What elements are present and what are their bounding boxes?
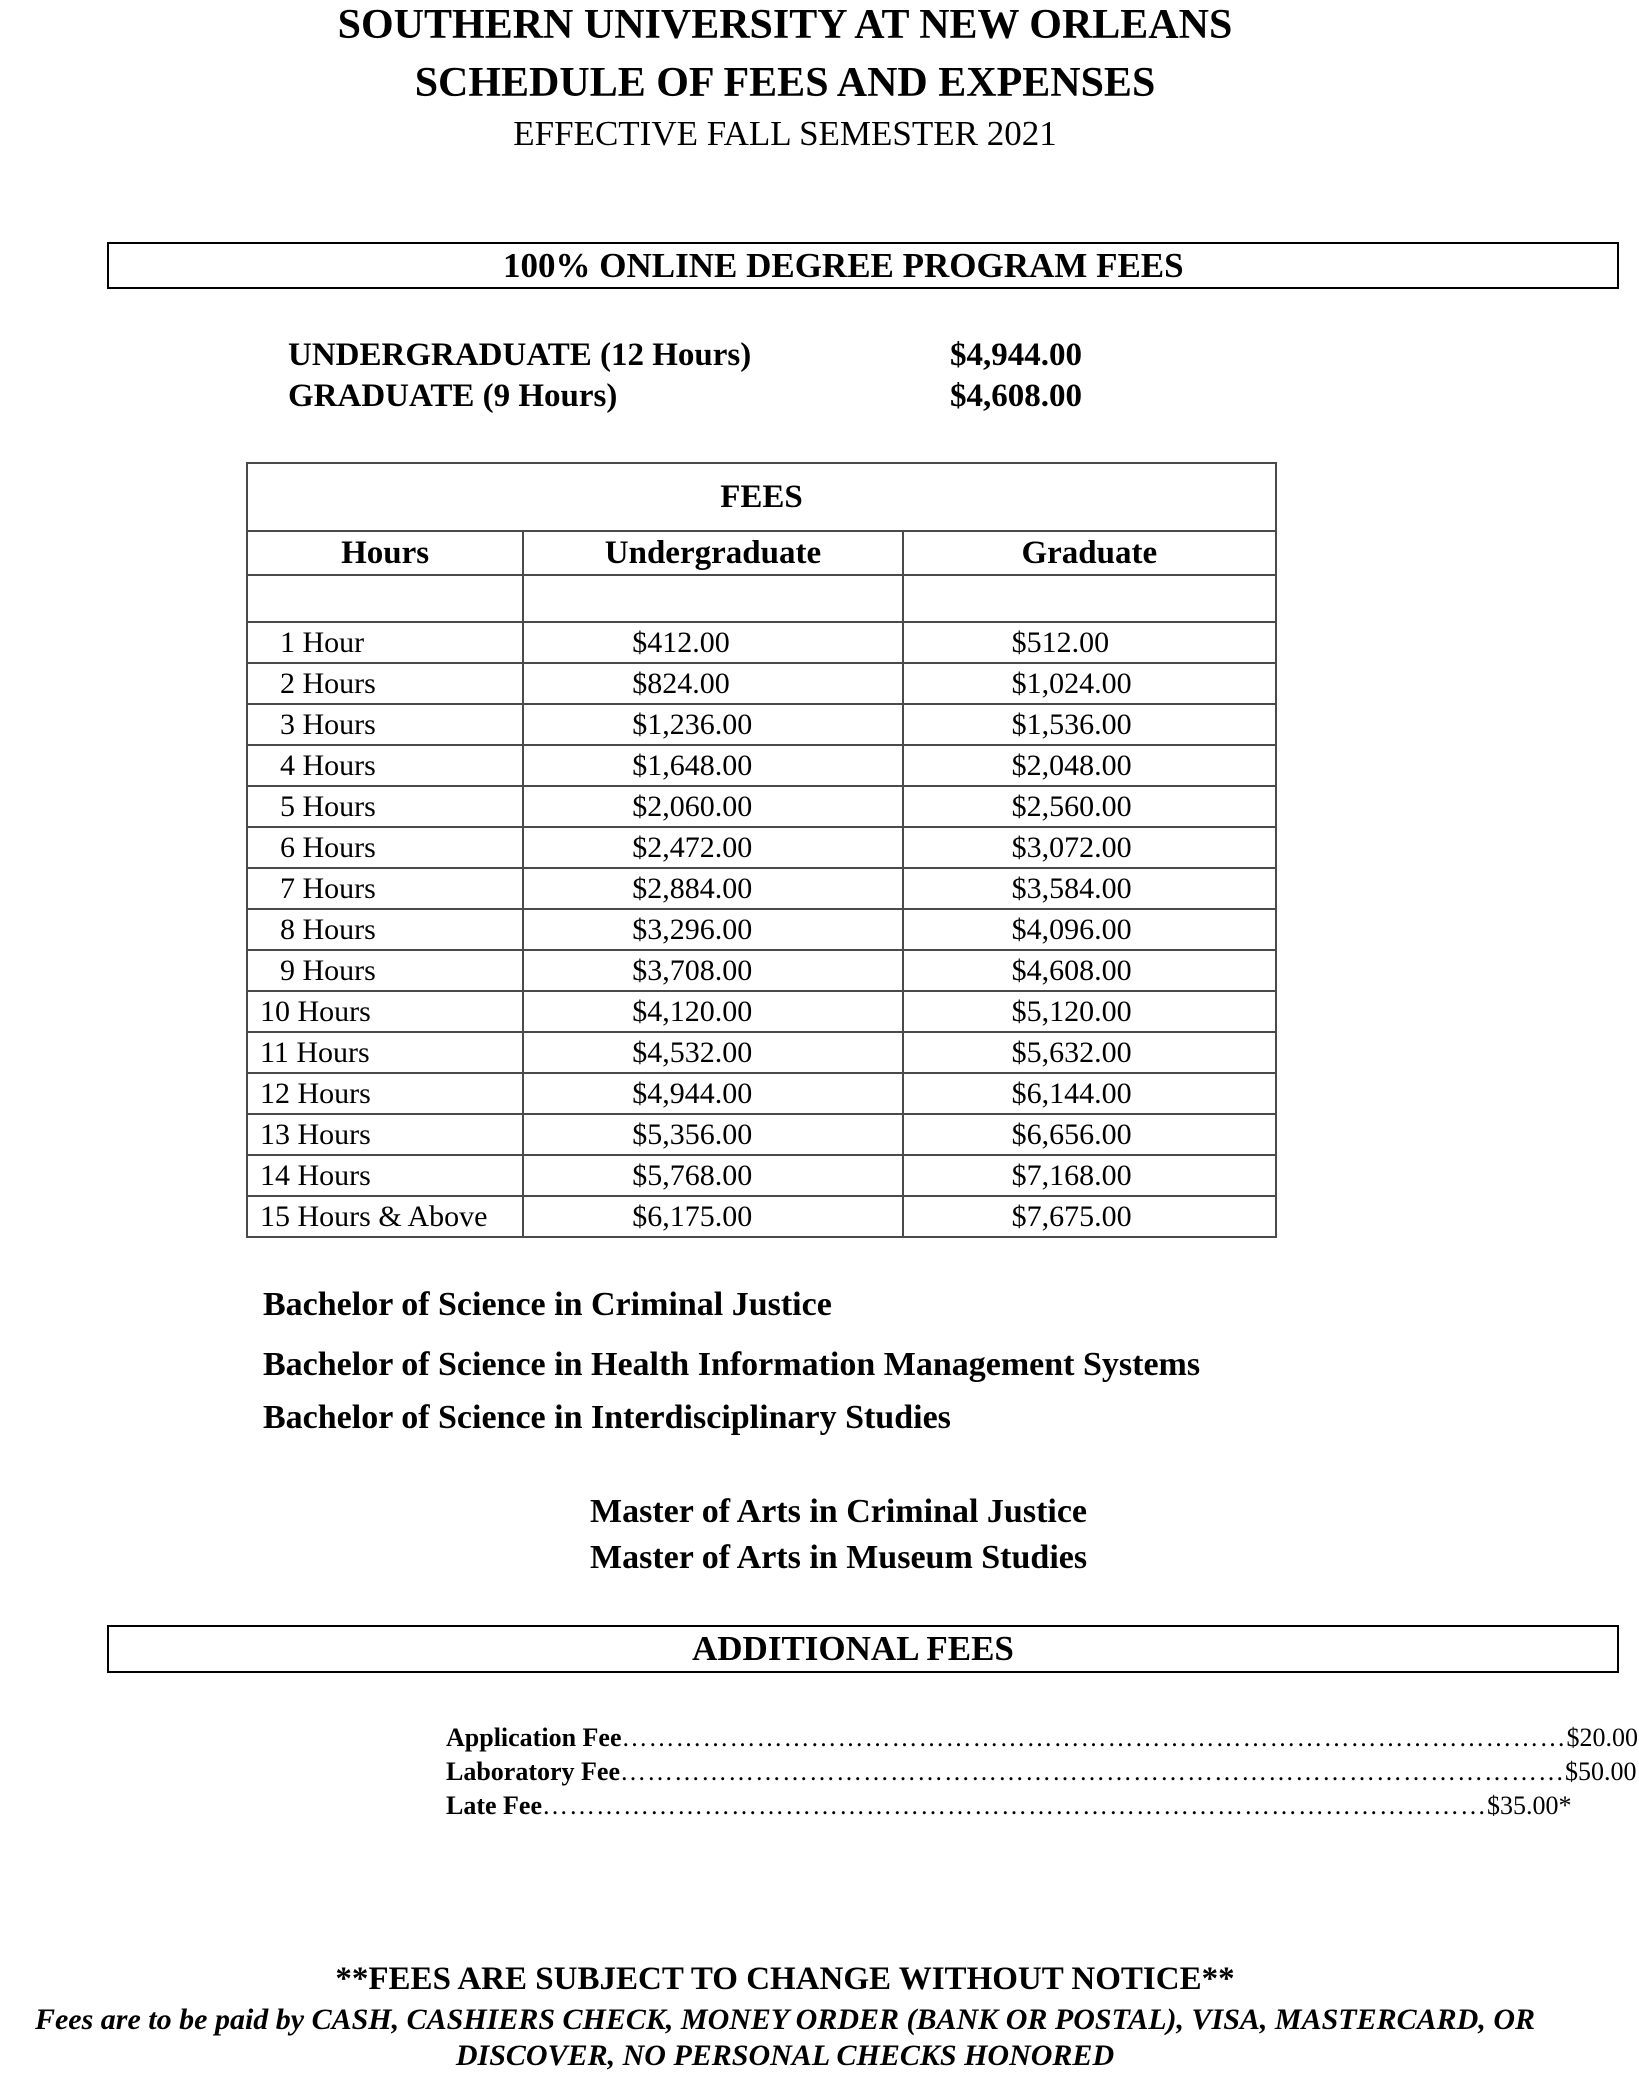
grad-fee-cell: $1,024.00 <box>903 663 1276 704</box>
grad-fee-cell: $4,096.00 <box>903 909 1276 950</box>
undergrad-fee-cell: $2,884.00 <box>523 868 902 909</box>
undergrad-fee-cell: $1,648.00 <box>523 745 902 786</box>
blank-cell <box>903 575 1276 622</box>
fee-line-laboratory <box>446 1755 1637 1789</box>
fee-amount: $50.00 <box>1565 1757 1637 1786</box>
column-header-hours: Hours <box>247 531 523 575</box>
undergrad-summary-label: UNDERGRADUATE (12 Hours) <box>288 337 752 373</box>
hours-cell: 2 Hours <box>247 663 523 704</box>
fees-table <box>246 462 1277 1238</box>
grad-fee-cell: $512.00 <box>903 622 1276 663</box>
table-row <box>247 663 1276 704</box>
hours-cell: 1 Hour <box>247 622 523 663</box>
grad-fee-cell: $4,608.00 <box>903 950 1276 991</box>
fee-name: Application Fee <box>446 1723 622 1752</box>
payment-terms-line2: DISCOVER, NO PERSONAL CHECKS HONORED <box>455 2039 1115 2072</box>
table-row <box>247 704 1276 745</box>
hours-cell: 3 Hours <box>247 704 523 745</box>
table-row <box>247 622 1276 663</box>
blank-spacer-row <box>247 575 1276 622</box>
program-bs-interdisciplinary: Bachelor of Science in Interdisciplinary Studies <box>263 1399 951 1436</box>
hours-cell: 4 Hours <box>247 745 523 786</box>
undergrad-fee-cell: $3,708.00 <box>523 950 902 991</box>
hours-cell: 12 Hours <box>247 1073 523 1114</box>
grad-fee-cell: $6,144.00 <box>903 1073 1276 1114</box>
hours-cell: 9 Hours <box>247 950 523 991</box>
undergrad-fee-cell: $824.00 <box>523 663 902 704</box>
doc-title-schedule: SCHEDULE OF FEES AND EXPENSES <box>414 60 1156 106</box>
undergrad-fee-cell: $3,296.00 <box>523 909 902 950</box>
hours-cell: 10 Hours <box>247 991 523 1032</box>
grad-fee-cell: $3,584.00 <box>903 868 1276 909</box>
fee-amount: $35.00* <box>1487 1791 1572 1820</box>
column-header-undergraduate: Undergraduate <box>523 531 902 575</box>
undergrad-fee-cell: $1,236.00 <box>523 704 902 745</box>
table-row <box>247 868 1276 909</box>
table-row <box>247 827 1276 868</box>
grad-fee-cell: $2,048.00 <box>903 745 1276 786</box>
grad-summary-label: GRADUATE (9 Hours) <box>288 378 618 414</box>
program-ma-museum-studies: Master of Arts in Museum Studies <box>590 1539 1088 1576</box>
doc-subtitle-effective: EFFECTIVE FALL SEMESTER 2021 <box>513 114 1057 153</box>
table-row <box>247 1114 1276 1155</box>
fee-name: Late Fee <box>446 1791 543 1820</box>
grad-fee-cell: $1,536.00 <box>903 704 1276 745</box>
hours-cell: 13 Hours <box>247 1114 523 1155</box>
grad-fee-cell: $7,675.00 <box>903 1196 1276 1237</box>
undergrad-fee-cell: $2,060.00 <box>523 786 902 827</box>
table-row <box>247 786 1276 827</box>
table-row <box>247 745 1276 786</box>
payment-terms-line1: Fees are to be paid by CASH, CASHIERS CHECK, MONEY ORDER (BANK OR POSTAL), VISA, MASTERCARD, OR <box>34 2003 1535 2036</box>
program-bs-criminal-justice: Bachelor of Science in Criminal Justice <box>263 1286 832 1323</box>
undergrad-fee-cell: $4,532.00 <box>523 1032 902 1073</box>
grad-fee-cell: $2,560.00 <box>903 786 1276 827</box>
hours-cell: 7 Hours <box>247 868 523 909</box>
table-row <box>247 950 1276 991</box>
fee-line-application <box>446 1721 1638 1755</box>
undergrad-summary-amount: $4,944.00 <box>950 337 1082 373</box>
leader-dots: …………………………………………………………………………………………… <box>542 1791 1488 1820</box>
grad-fee-cell: $3,072.00 <box>903 827 1276 868</box>
hours-cell: 5 Hours <box>247 786 523 827</box>
table-row <box>247 1155 1276 1196</box>
grad-fee-cell: $6,656.00 <box>903 1114 1276 1155</box>
table-row <box>247 1196 1276 1237</box>
program-ma-criminal-justice: Master of Arts in Criminal Justice <box>590 1493 1088 1530</box>
fee-name: Laboratory Fee <box>446 1757 621 1786</box>
table-row <box>247 1032 1276 1073</box>
leader-dots: …………………………………………………………………………………………… <box>620 1757 1566 1786</box>
table-row <box>247 1073 1276 1114</box>
change-notice: **FEES ARE SUBJECT TO CHANGE WITHOUT NOTICE** <box>335 1961 1235 1997</box>
column-header-graduate: Graduate <box>903 531 1276 575</box>
undergrad-fee-cell: $5,356.00 <box>523 1114 902 1155</box>
undergrad-fee-cell: $5,768.00 <box>523 1155 902 1196</box>
doc-title-university: SOUTHERN UNIVERSITY AT NEW ORLEANS <box>337 2 1233 48</box>
fee-line-late <box>446 1789 1572 1823</box>
grad-fee-cell: $5,632.00 <box>903 1032 1276 1073</box>
undergrad-fee-cell: $2,472.00 <box>523 827 902 868</box>
grad-fee-cell: $5,120.00 <box>903 991 1276 1032</box>
blank-cell <box>523 575 902 622</box>
undergrad-fee-cell: $4,944.00 <box>523 1073 902 1114</box>
hours-cell: 8 Hours <box>247 909 523 950</box>
fees-table-body <box>247 622 1276 1237</box>
grad-summary-amount: $4,608.00 <box>950 378 1082 414</box>
grad-fee-cell: $7,168.00 <box>903 1155 1276 1196</box>
fees-table-title: FEES <box>247 463 1276 531</box>
table-row <box>247 991 1276 1032</box>
table-row <box>247 909 1276 950</box>
leader-dots: …………………………………………………………………………………………… <box>621 1723 1567 1752</box>
hours-cell: 6 Hours <box>247 827 523 868</box>
hours-cell: 14 Hours <box>247 1155 523 1196</box>
undergrad-fee-cell: $4,120.00 <box>523 991 902 1032</box>
hours-cell: 11 Hours <box>247 1032 523 1073</box>
program-bs-health-information: Bachelor of Science in Health Information Management Systems <box>263 1346 1201 1383</box>
undergrad-fee-cell: $6,175.00 <box>523 1196 902 1237</box>
blank-cell <box>247 575 523 622</box>
hours-cell: 15 Hours & Above <box>247 1196 523 1237</box>
fee-amount: $20.00 <box>1566 1723 1638 1752</box>
undergrad-fee-cell: $412.00 <box>523 622 902 663</box>
